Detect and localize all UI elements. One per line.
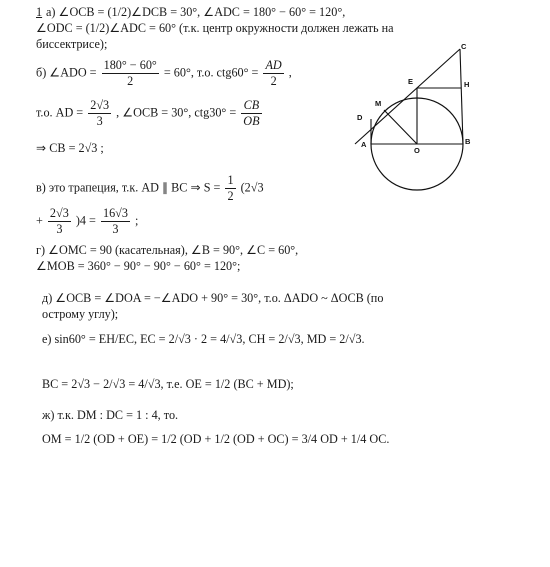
label-a: A — [361, 140, 367, 149]
part-d-line-1: д) ∠OCB = ∠DOA = −∠ADO + 90° = 30°, т.о. ΔADO ~ ΔOCB (по — [42, 291, 384, 305]
part-a-line-1: а) ∠OCB = (1/2)∠DCB = 30°, ∠ADC = 180° − 60° = 120°, — [46, 5, 346, 19]
fraction-numerator: AD — [265, 58, 282, 72]
part-b-line-2 — [36, 98, 264, 129]
part-b-prefix: б) ∠ADO = — [36, 65, 97, 80]
fraction-2root3-3 — [88, 98, 111, 129]
fraction-denominator: 2 — [227, 189, 234, 203]
fraction-16root3-3 — [101, 206, 130, 237]
label-b: B — [465, 137, 471, 146]
part-v-line2-end: ; — [135, 213, 139, 228]
part-v-line2-mid: )4 = — [75, 213, 96, 228]
fraction-numerator: 180° − 60° — [103, 58, 157, 72]
part-b-line-3: ⇒ CB = 2√3 ; — [36, 141, 104, 155]
fraction-denominator: 3 — [112, 222, 119, 236]
part-a-line-2: ∠ODC = (1/2)∠ADC = 60° (т.к. центр окружности должен лежать на — [36, 21, 394, 35]
fraction-denominator: 3 — [96, 114, 103, 128]
fraction-adO — [102, 58, 159, 89]
fraction-numerator: CB — [241, 98, 261, 114]
fraction-numerator: 2√3 — [49, 206, 69, 220]
comma: , — [288, 65, 292, 80]
part-b-line2-prefix: т.о. AD = — [36, 105, 84, 120]
fraction-numerator: 16√3 — [102, 206, 128, 220]
part-b-line-1 — [36, 58, 292, 89]
fraction-denominator: 2 — [270, 74, 277, 88]
part-v-text: в) это трапеция, т.к. AD ∥ BC ⇒ S = — [36, 180, 221, 195]
fraction-denominator: 2 — [127, 74, 134, 88]
fraction-denominator: OB — [243, 114, 260, 128]
part-g-line-1: г) ∠OMC = 90 (касательная), ∠B = 90°, ∠C = 60°, — [36, 243, 299, 257]
fraction-numerator: 2√3 — [90, 98, 110, 112]
part-g-line-2: ∠MOB = 360° − 90° − 90° − 60° = 120°; — [36, 259, 241, 273]
fraction-2root3-3b — [48, 206, 71, 237]
part-a-line-3: биссектрисе); — [36, 37, 108, 51]
part-d-line-2: острому углу); — [42, 307, 119, 321]
problem-number: 1 — [36, 5, 43, 19]
fraction-ad-2 — [263, 58, 283, 89]
label-d: D — [357, 113, 363, 122]
label-c: C — [461, 42, 467, 51]
label-e: E — [408, 77, 414, 86]
plus-sign: + — [36, 213, 43, 228]
fraction-numerator: 1 — [227, 173, 234, 187]
part-e-line-1: е) sin60° = EH/EC, EC = 2/√3 · 2 = 4/√3, CH = 2/√3, MD = 2/√3. — [42, 332, 365, 346]
label-o: O — [414, 146, 420, 155]
part-b-mid: = 60°, т.о. ctg60° = — [163, 65, 259, 80]
fraction-half — [225, 173, 235, 204]
fraction-cb-ob — [241, 98, 261, 129]
part-v-line-2 — [36, 206, 138, 237]
part-e-line-2: BC = 2√3 − 2/√3 = 4/√3, т.е. OE = 1/2 (BC + MD); — [42, 377, 294, 391]
label-m: M — [375, 99, 382, 108]
part-v-line1-end: (2√3 — [240, 180, 264, 195]
part-zh-line-2: OM = 1/2 (OD + OE) = 1/2 (OD + 1/2 (OD + OC) = 3/4 OD + 1/4 OC. — [42, 432, 390, 446]
part-zh-line-1: ж) т.к. DM : DC = 1 : 4, то. — [42, 408, 179, 422]
label-h: H — [464, 80, 470, 89]
part-v-line-1 — [36, 173, 264, 204]
fraction-denominator: 3 — [56, 222, 63, 236]
geometry-figure — [340, 40, 510, 210]
part-b-line2-mid: , ∠OCB = 30°, ctg30° = — [116, 105, 237, 120]
segment-om — [384, 110, 417, 144]
